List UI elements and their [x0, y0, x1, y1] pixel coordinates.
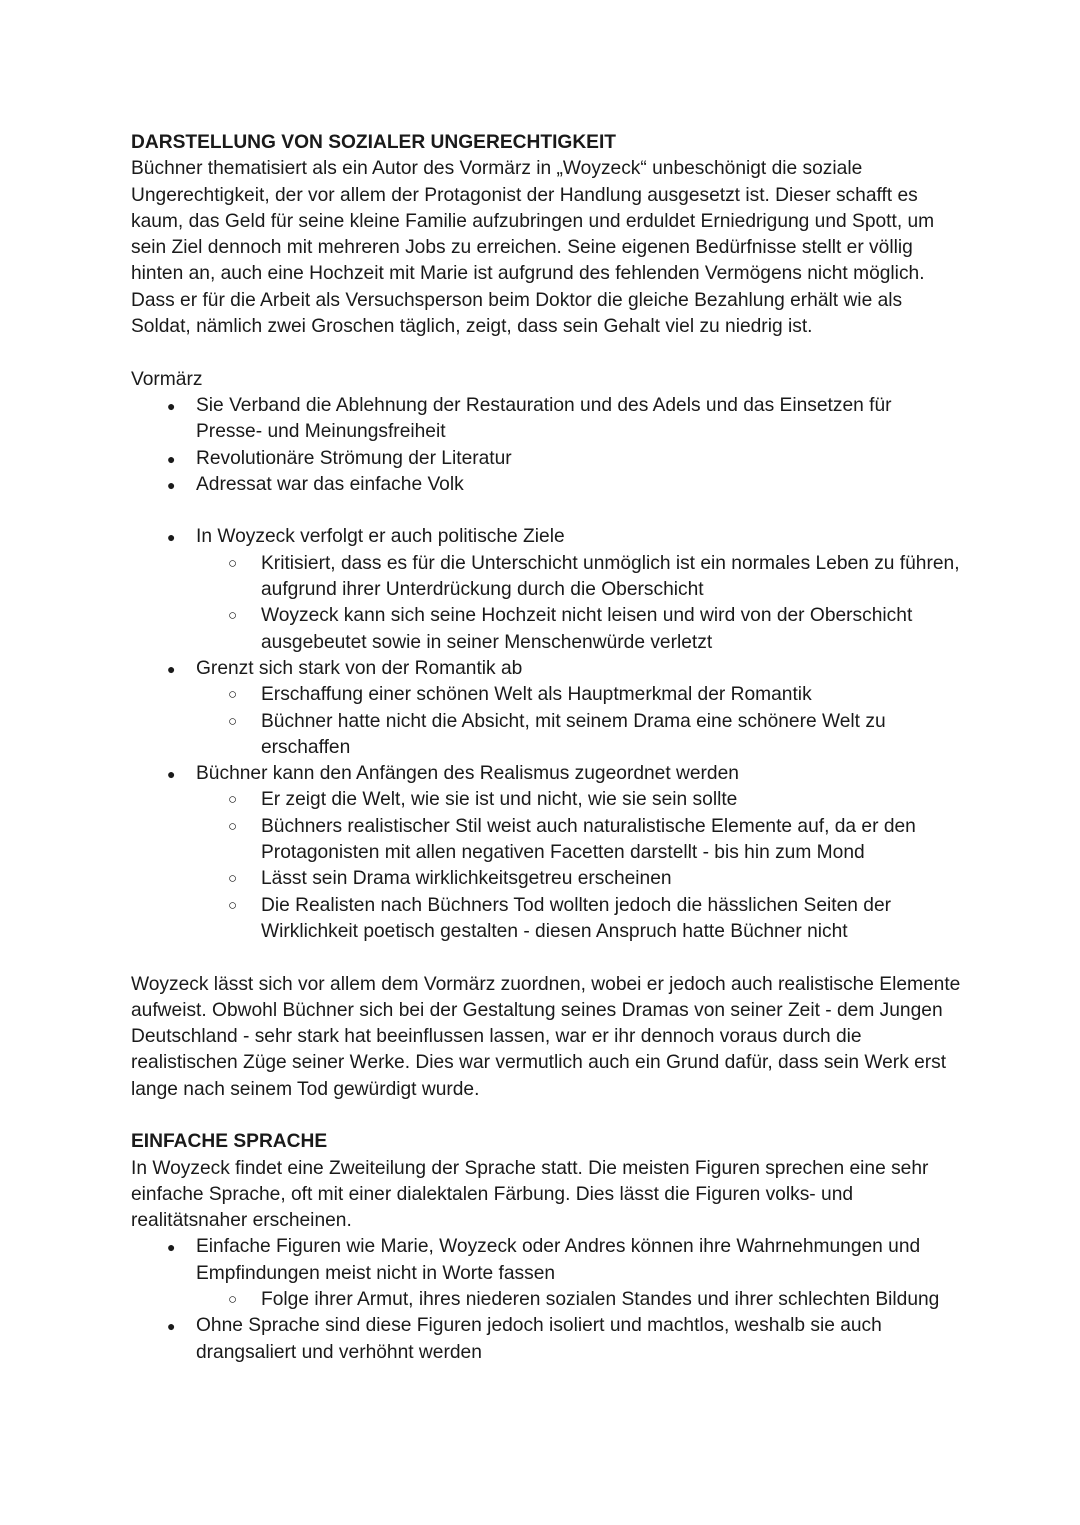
sub-list-item — [131, 787, 961, 813]
sub-list — [131, 787, 961, 945]
woyzeck-goals-list — [131, 524, 961, 945]
vormaerz-title: Vormärz — [131, 368, 203, 390]
sub-list-item-text: Lässt sein Drama wirklichkeitsgetreu erscheinen — [261, 868, 672, 890]
sub-list-item-text: Erschaffung einer schönen Welt als Hauptmerkmal der Romantik — [261, 684, 812, 706]
vormaerz-conclusion-paragraph: Woyzeck lässt sich vor allem dem Vormärz zuordnen, wobei er jedoch auch realistische Elemente aufweist. Obwohl Büchner sich bei der Gestaltung seines Dramas von seiner Zeit - dem Jungen Deutschland - sehr stark hat beeinflussen lassen, war er ihr dennoch voraus durch die realistischen Züge seiner Werke. Dies war vermutlich auch ein Grund dafür, dass sein Werk erst lange nach seinem Tod gewürdigt wurde. — [131, 973, 961, 1100]
bullet-icon: ● — [167, 1239, 176, 1256]
bullet-icon: ● — [167, 529, 176, 546]
list-item — [131, 656, 961, 761]
list-item — [131, 761, 961, 945]
section-heading-simple-language: EINFACHE SPRACHE — [131, 1131, 328, 1153]
list-item-text: Adressat war das einfache Volk — [196, 473, 464, 495]
sub-list-item — [131, 814, 961, 867]
sub-list — [131, 551, 961, 656]
sub-bullet-icon: ○ — [228, 712, 238, 730]
sub-list-item — [131, 709, 961, 762]
document-page — [131, 130, 961, 1366]
sub-list-item-text: Woyzeck kann sich seine Hochzeit nicht leisen und wird von der Oberschicht ausgebeutet sowie in seiner Menschenwürde verletzt — [261, 605, 913, 653]
simple-language-paragraph: In Woyzeck findet eine Zweiteilung der Sprache statt. Die meisten Figuren sprechen eine sehr einfache Sprache, oft mit einer dialektalen Färbung. Dies lässt die Figuren volks- und realitätsnaher erscheinen. — [131, 1157, 929, 1232]
spacer — [131, 945, 961, 971]
list-item-text: Sie Verband die Ablehnung der Restauration und des Adels und das Einsetzen für Presse- und Meinungsfreiheit — [196, 394, 892, 443]
sub-list-item — [131, 682, 961, 708]
bullet-icon: ● — [167, 450, 176, 467]
sub-list-item — [131, 893, 961, 946]
list-item-text: In Woyzeck verfolgt er auch politische Ziele — [196, 526, 565, 548]
list-item — [131, 472, 961, 498]
sub-list-item-text: Büchner hatte nicht die Absicht, mit seinem Drama eine schönere Welt zu erschaffen — [261, 710, 886, 758]
bullet-icon: ● — [167, 660, 176, 677]
sub-list-item — [131, 603, 961, 656]
spacer — [131, 498, 961, 524]
sub-bullet-icon: ○ — [228, 791, 238, 809]
sub-bullet-icon: ○ — [228, 817, 238, 835]
spacer — [131, 340, 961, 366]
list-item-text: Grenzt sich stark von der Romantik ab — [196, 657, 523, 679]
sub-bullet-icon: ○ — [228, 896, 238, 914]
list-item — [131, 1313, 961, 1366]
sub-bullet-icon: ○ — [228, 554, 238, 572]
list-item — [131, 1234, 961, 1313]
sub-list-item-text: Kritisiert, dass es für die Unterschicht unmöglich ist ein normales Leben zu führen, aufgrund ihrer Unterdrückung durch die Oberschicht — [261, 552, 960, 601]
bullet-icon: ● — [167, 1318, 176, 1335]
section-heading-social-injustice: DARSTELLUNG VON SOZIALER UNGERECHTIGKEIT — [131, 132, 617, 153]
social-injustice-paragraph: Büchner thematisiert als ein Autor des Vormärz in „Woyzeck“ unbeschönigt die soziale Ungerechtigkeit, der vor allem der Protagonist der Handlung ausgesetzt ist. Dieser schafft es kaum, das Geld für seine kleine Familie aufzubringen und erduldet Erniedrigung und Spott, um sein Ziel dennoch mit mehreren Jobs zu erreichen. Seine eigenen Bedürfnisse stellt er völlig hinten an, auch eine Hochzeit mit Marie ist aufgrund des fehlenden Vermögens nicht möglich. Dass er für die Arbeit als Versuchsperson beim Doktor die gleiche Bezahlung erhält wie als Soldat, nämlich zwei Groschen täglich, zeigt, dass sein Gehalt viel zu niedrig ist. — [131, 158, 935, 338]
list-item-text: Büchner kann den Anfängen des Realismus zugeordnet werden — [196, 763, 739, 785]
sub-list-item — [131, 866, 961, 892]
sub-bullet-icon: ○ — [228, 1291, 238, 1309]
list-item-text: Einfache Figuren wie Marie, Woyzeck oder Andres können ihre Wahrnehmungen und Empfindungen meist nicht in Worte fassen — [196, 1236, 921, 1284]
bullet-icon: ● — [167, 476, 176, 493]
sub-list-item-text: Folge ihrer Armut, ihres niederen sozialen Standes und ihrer schlechten Bildung — [261, 1289, 940, 1311]
list-item-text: Ohne Sprache sind diese Figuren jedoch isoliert und machtlos, weshalb sie auch drangsaliert und verhöhnt werden — [196, 1315, 882, 1363]
sub-list-item-text: Er zeigt die Welt, wie sie ist und nicht, wie sie sein sollte — [261, 789, 738, 811]
vormaerz-bullet-list — [131, 393, 961, 498]
sub-bullet-icon: ○ — [228, 686, 238, 704]
sub-list-item-text: Büchners realistischer Stil weist auch naturalistische Elemente auf, da er den Protagonisten mit allen negativen Facetten darstellt - bis hin zum Mond — [261, 815, 916, 864]
bullet-icon: ● — [167, 397, 176, 414]
bullet-icon: ● — [167, 766, 176, 783]
spacer — [131, 1103, 961, 1129]
sub-list-item-text: Die Realisten nach Büchners Tod wollten jedoch die hässlichen Seiten der Wirklichkeit poetisch gestalten - diesen Anspruch hatte Büchner nicht — [261, 894, 892, 942]
list-item — [131, 524, 961, 655]
list-item — [131, 446, 961, 472]
sub-bullet-icon: ○ — [228, 870, 238, 888]
sub-list-item — [131, 1287, 961, 1313]
sub-list-item — [131, 551, 961, 604]
sub-bullet-icon: ○ — [228, 607, 238, 625]
list-item-text: Revolutionäre Strömung der Literatur — [196, 447, 512, 469]
sub-list — [131, 1287, 961, 1313]
sub-list — [131, 682, 961, 761]
simple-language-list — [131, 1234, 961, 1365]
list-item — [131, 393, 961, 446]
